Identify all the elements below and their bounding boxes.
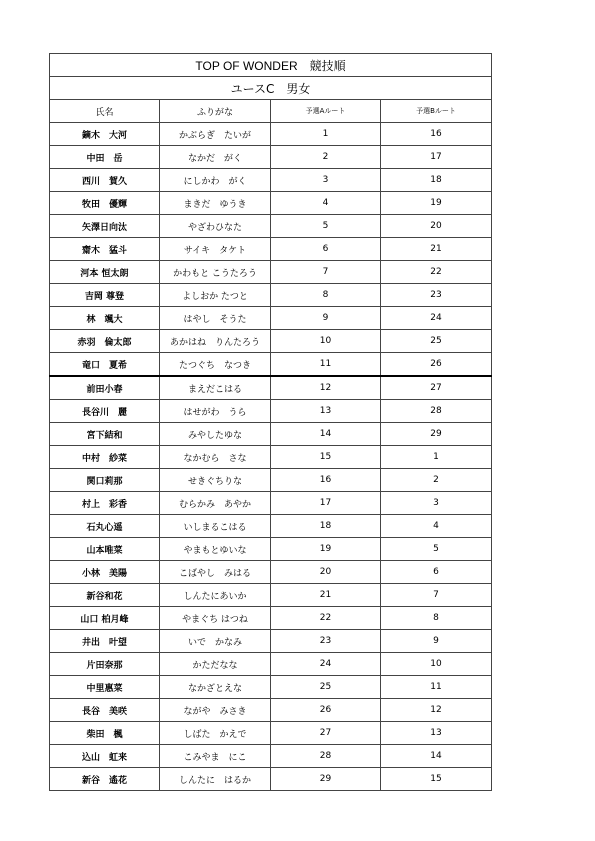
table-row <box>50 400 492 423</box>
table-row <box>50 492 492 515</box>
athlete-kana: やまもとゆいな <box>160 538 271 561</box>
route-b-order: 6 <box>381 561 492 584</box>
athlete-name: 河本 恒太朗 <box>50 261 160 284</box>
athlete-name: 片田奈那 <box>50 653 160 676</box>
route-a-order: 9 <box>271 307 381 330</box>
route-a-order: 1 <box>271 123 381 146</box>
route-a-order: 23 <box>271 630 381 653</box>
route-b-order: 5 <box>381 538 492 561</box>
athlete-kana: かわもと こうたろう <box>160 261 271 284</box>
table-row <box>50 376 492 400</box>
table-row <box>50 745 492 768</box>
route-b-order: 26 <box>381 353 492 377</box>
table-row <box>50 653 492 676</box>
athlete-kana: なかむら さな <box>160 446 271 469</box>
athlete-name: 新谷 遙花 <box>50 768 160 791</box>
athlete-kana: はせがわ うら <box>160 400 271 423</box>
route-a-order: 20 <box>271 561 381 584</box>
route-b-order: 15 <box>381 768 492 791</box>
athlete-kana: しばた かえで <box>160 722 271 745</box>
table-row <box>50 123 492 146</box>
athlete-kana: みやしたゆな <box>160 423 271 446</box>
table-row <box>50 722 492 745</box>
athlete-kana: なかざとえな <box>160 676 271 699</box>
athlete-kana: こばやし みはる <box>160 561 271 584</box>
route-b-order: 1 <box>381 446 492 469</box>
route-a-order: 16 <box>271 469 381 492</box>
athlete-kana: ながや みさき <box>160 699 271 722</box>
table-row <box>50 146 492 169</box>
athlete-kana: やまぐち はつね <box>160 607 271 630</box>
route-b-order: 7 <box>381 584 492 607</box>
table-row <box>50 261 492 284</box>
athlete-kana: いしまるこはる <box>160 515 271 538</box>
athlete-name: 村上 彩香 <box>50 492 160 515</box>
table-row <box>50 423 492 446</box>
athlete-name: 山本唯菜 <box>50 538 160 561</box>
header-name: 氏名 <box>50 100 160 123</box>
athlete-kana: かぶらぎ たいが <box>160 123 271 146</box>
athlete-name: 柴田 楓 <box>50 722 160 745</box>
athlete-name: 西川 賀久 <box>50 169 160 192</box>
athlete-kana: かただなな <box>160 653 271 676</box>
table-row <box>50 192 492 215</box>
route-b-order: 19 <box>381 192 492 215</box>
route-b-order: 18 <box>381 169 492 192</box>
route-b-order: 23 <box>381 284 492 307</box>
route-a-order: 15 <box>271 446 381 469</box>
athlete-name: 中村 紗菜 <box>50 446 160 469</box>
athlete-name: 赤羽 倫太郎 <box>50 330 160 353</box>
table-row <box>50 676 492 699</box>
route-a-order: 21 <box>271 584 381 607</box>
route-b-order: 4 <box>381 515 492 538</box>
header-row <box>50 100 492 123</box>
table-row <box>50 169 492 192</box>
athlete-kana: やざわひなた <box>160 215 271 238</box>
route-a-order: 28 <box>271 745 381 768</box>
athlete-kana: あかはね りんたろう <box>160 330 271 353</box>
route-a-order: 17 <box>271 492 381 515</box>
route-a-order: 7 <box>271 261 381 284</box>
sheet-title: TOP OF WONDER 競技順 <box>50 54 492 77</box>
header-route-a: 予選Aルート <box>271 100 381 123</box>
route-b-order: 29 <box>381 423 492 446</box>
route-b-order: 16 <box>381 123 492 146</box>
route-b-order: 28 <box>381 400 492 423</box>
route-b-order: 11 <box>381 676 492 699</box>
athlete-name: 中田 岳 <box>50 146 160 169</box>
table-row <box>50 446 492 469</box>
athlete-name: 牧田 優輝 <box>50 192 160 215</box>
athlete-name: 宮下結和 <box>50 423 160 446</box>
route-a-order: 10 <box>271 330 381 353</box>
route-b-order: 10 <box>381 653 492 676</box>
table-row <box>50 768 492 791</box>
start-order-table <box>49 53 492 791</box>
athlete-name: 齋木 猛斗 <box>50 238 160 261</box>
header-kana: ふりがな <box>160 100 271 123</box>
athlete-name: 込山 虹来 <box>50 745 160 768</box>
route-a-order: 3 <box>271 169 381 192</box>
route-b-order: 20 <box>381 215 492 238</box>
route-b-order: 14 <box>381 745 492 768</box>
route-a-order: 13 <box>271 400 381 423</box>
table-row <box>50 330 492 353</box>
route-a-order: 22 <box>271 607 381 630</box>
route-a-order: 24 <box>271 653 381 676</box>
table-row <box>50 630 492 653</box>
athlete-name: 林 颯大 <box>50 307 160 330</box>
athlete-kana: はやし そうた <box>160 307 271 330</box>
route-a-order: 29 <box>271 768 381 791</box>
category-row <box>50 77 492 100</box>
athlete-kana: まきだ ゆうき <box>160 192 271 215</box>
table-row <box>50 238 492 261</box>
title-row <box>50 54 492 77</box>
athlete-name: 吉岡 尊登 <box>50 284 160 307</box>
route-b-order: 22 <box>381 261 492 284</box>
route-b-order: 9 <box>381 630 492 653</box>
athlete-name: 中里惠菜 <box>50 676 160 699</box>
route-a-order: 4 <box>271 192 381 215</box>
route-b-order: 8 <box>381 607 492 630</box>
table-row <box>50 561 492 584</box>
athlete-name: 竜口 夏希 <box>50 353 160 377</box>
table-row <box>50 284 492 307</box>
table-row <box>50 215 492 238</box>
route-a-order: 19 <box>271 538 381 561</box>
route-a-order: 6 <box>271 238 381 261</box>
athlete-name: 井出 叶望 <box>50 630 160 653</box>
route-a-order: 11 <box>271 353 381 377</box>
route-a-order: 2 <box>271 146 381 169</box>
route-b-order: 17 <box>381 146 492 169</box>
route-b-order: 2 <box>381 469 492 492</box>
header-route-b: 予選Bルート <box>381 100 492 123</box>
athlete-name: 長谷 美咲 <box>50 699 160 722</box>
table-row <box>50 307 492 330</box>
route-a-order: 25 <box>271 676 381 699</box>
athlete-kana: にしかわ がく <box>160 169 271 192</box>
category-label: ユースC 男女 <box>50 77 492 100</box>
athlete-kana: サイキ タケト <box>160 238 271 261</box>
route-a-order: 8 <box>271 284 381 307</box>
athlete-kana: まえだこはる <box>160 376 271 400</box>
route-b-order: 3 <box>381 492 492 515</box>
route-a-order: 27 <box>271 722 381 745</box>
athlete-name: 長谷川 麗 <box>50 400 160 423</box>
table-row <box>50 538 492 561</box>
route-b-order: 12 <box>381 699 492 722</box>
route-b-order: 25 <box>381 330 492 353</box>
athlete-kana: せきぐちりな <box>160 469 271 492</box>
route-a-order: 26 <box>271 699 381 722</box>
table-row <box>50 699 492 722</box>
athlete-name: 関口莉那 <box>50 469 160 492</box>
athlete-kana: こみやま にこ <box>160 745 271 768</box>
table-row <box>50 584 492 607</box>
athlete-name: 新谷和花 <box>50 584 160 607</box>
athlete-name: 小林 美陽 <box>50 561 160 584</box>
table-row <box>50 469 492 492</box>
athlete-name: 石丸心遥 <box>50 515 160 538</box>
athlete-name: 前田小春 <box>50 376 160 400</box>
route-a-order: 18 <box>271 515 381 538</box>
route-a-order: 12 <box>271 376 381 400</box>
route-b-order: 24 <box>381 307 492 330</box>
table-row <box>50 515 492 538</box>
route-b-order: 27 <box>381 376 492 400</box>
route-b-order: 21 <box>381 238 492 261</box>
athlete-kana: よしおか たつと <box>160 284 271 307</box>
table-row <box>50 607 492 630</box>
table-body <box>50 123 492 791</box>
athlete-kana: しんたにあいか <box>160 584 271 607</box>
athlete-kana: むらかみ あやか <box>160 492 271 515</box>
athlete-name: 矢澤日向汰 <box>50 215 160 238</box>
athlete-name: 鏑木 大河 <box>50 123 160 146</box>
route-b-order: 13 <box>381 722 492 745</box>
athlete-kana: いで かなみ <box>160 630 271 653</box>
route-a-order: 14 <box>271 423 381 446</box>
table-row <box>50 353 492 377</box>
athlete-kana: しんたに はるか <box>160 768 271 791</box>
route-a-order: 5 <box>271 215 381 238</box>
athlete-name: 山口 柏月峰 <box>50 607 160 630</box>
athlete-kana: なかだ がく <box>160 146 271 169</box>
athlete-kana: たつぐち なつき <box>160 353 271 377</box>
